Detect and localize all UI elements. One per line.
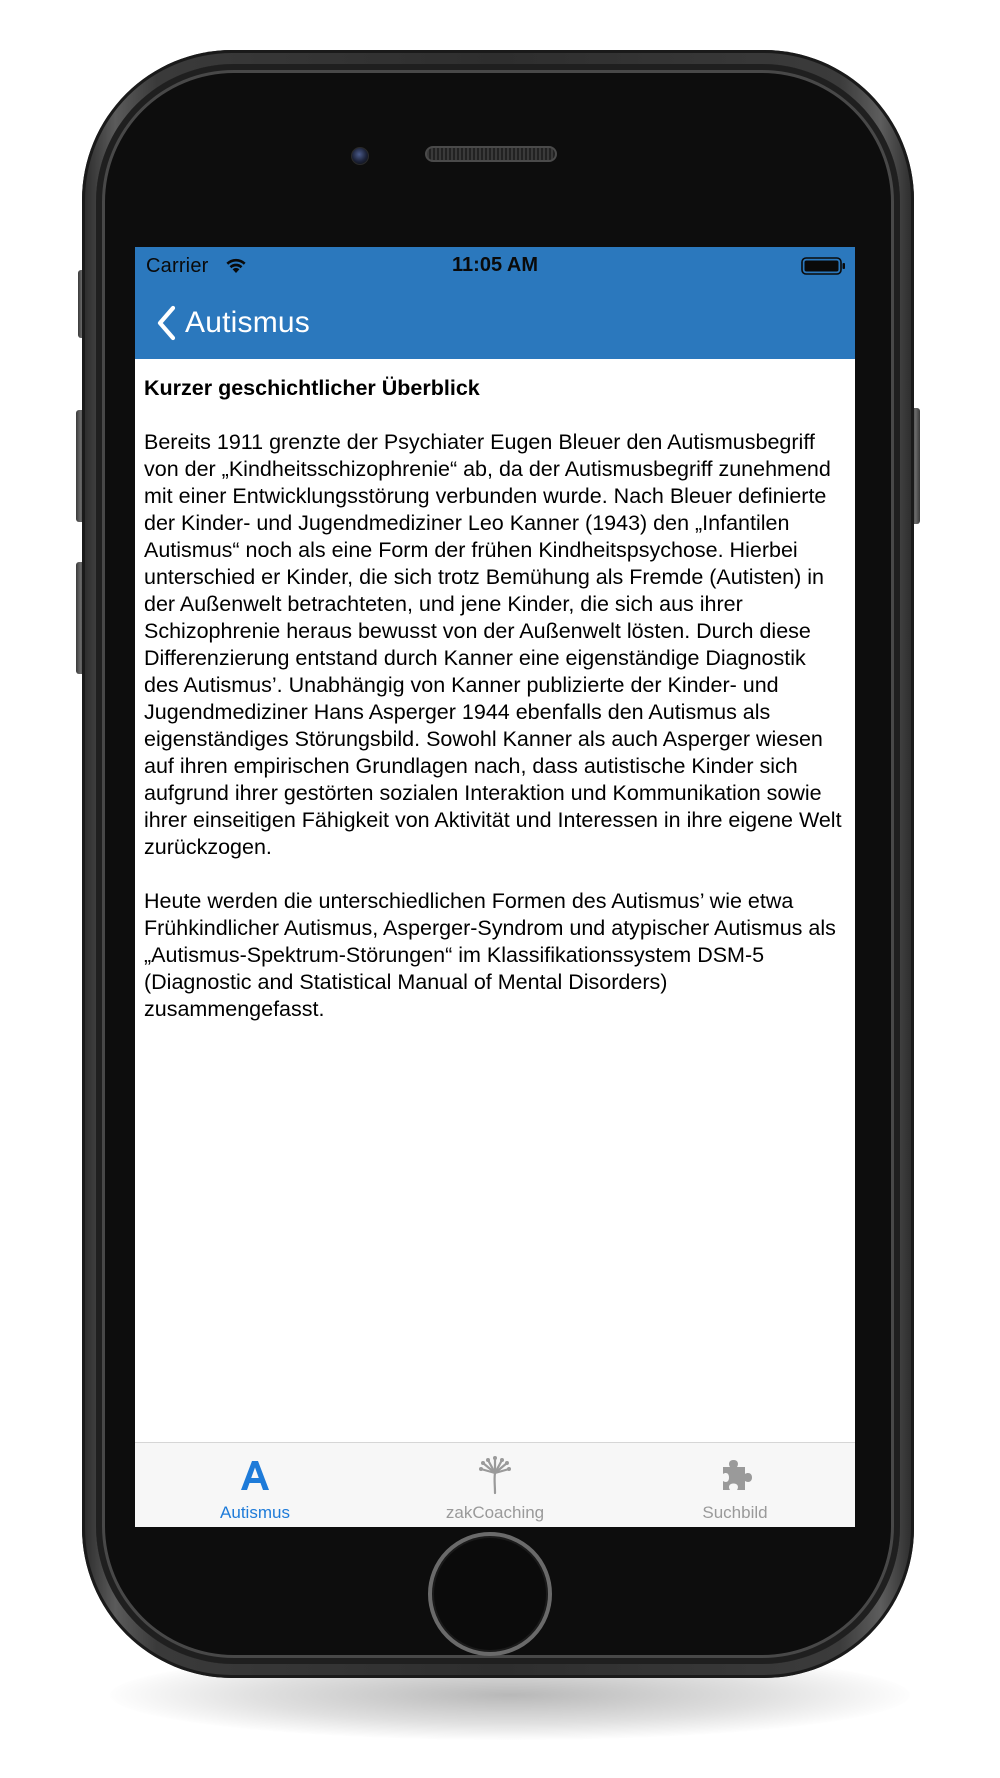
tab-autismus-label: Autismus [220, 1503, 290, 1522]
app-screen [135, 247, 855, 1527]
tab-suchbild-label: Suchbild [702, 1503, 768, 1522]
battery-icon [801, 256, 847, 276]
navigation-bar [135, 287, 855, 359]
article-paragraph-2: Heute werden die unterschiedlichen Formen des Autismus’ wie etwa Frühkindlicher Autismus, Asperger-Syndrom und atypischer Autismus als „Autismus-Spektrum-Störungen“ im Klassifikationssystem DSM-5 (Diagnostic and Statistical Manual of Mental Disorders) zusammengefasst. [144, 889, 836, 1021]
back-button-label: Autismus [185, 306, 310, 339]
chevron-left-icon [153, 303, 183, 343]
article-heading: Kurzer geschichtlicher Überblick [144, 376, 480, 400]
status-time: 11:05 AM [452, 254, 538, 276]
tab-zakcoaching[interactable] [375, 1443, 615, 1527]
letter-a-icon [235, 1455, 275, 1495]
back-button[interactable] [153, 301, 310, 345]
tab-zakcoaching-label: zakCoaching [445, 1503, 545, 1522]
puzzle-piece-icon [715, 1455, 755, 1495]
earpiece-speaker [425, 146, 557, 162]
article-paragraph-1: Bereits 1911 grenzte der Psychiater Eugen Bleuer den Autismusbegriff von der „Kindheitsschizophrenie“ ab, da der Autismusbegriff zunehmend mit einer Entwicklungsstörung verbunden wurde. Nach Bleuer definierte der Kinder- und Jugendmediziner Leo Kanner (1943) den „Infantilen Autismus“ noch als eine Form der frühen Kindheitspsychose. Hierbei unterschied er Kinder, die sich trotz Bemühung als Fremde (Autisten) in der Außenwelt betrachteten, und jene Kinder, die sich aus ihrer Schizophrenie heraus bewusst von der Außenwelt lösten. Durch diese Differenzierung entstand durch Kanner eine eigenständige Diagnostik des Autismus’. Unabhängig von Kanner publizierte der Kinder- und Jugendmediziner Hans Asperger 1944 ebenfalls den Autismus als eigenständiges Störungsbild. Sowohl Kanner als auch Asperger wiesen auf ihren empirischen Grundlagen nach, dass autistische Kinder sich aufgrund ihrer gestörten sozialen Interaktion und Kommunikation sowie ihrer einseitigen Fähigkeit von Aktivität und Interessen in ihre eigene Welt zurückzogen. [144, 430, 842, 859]
tab-suchbild[interactable] [615, 1443, 855, 1527]
home-button[interactable] [428, 1532, 552, 1656]
dandelion-icon [475, 1455, 515, 1495]
article-content [144, 375, 844, 1050]
tab-bar [135, 1442, 855, 1527]
carrier-label: Carrier [146, 255, 209, 277]
front-camera [351, 147, 369, 165]
status-bar [135, 247, 855, 287]
tab-autismus[interactable] [135, 1443, 375, 1527]
